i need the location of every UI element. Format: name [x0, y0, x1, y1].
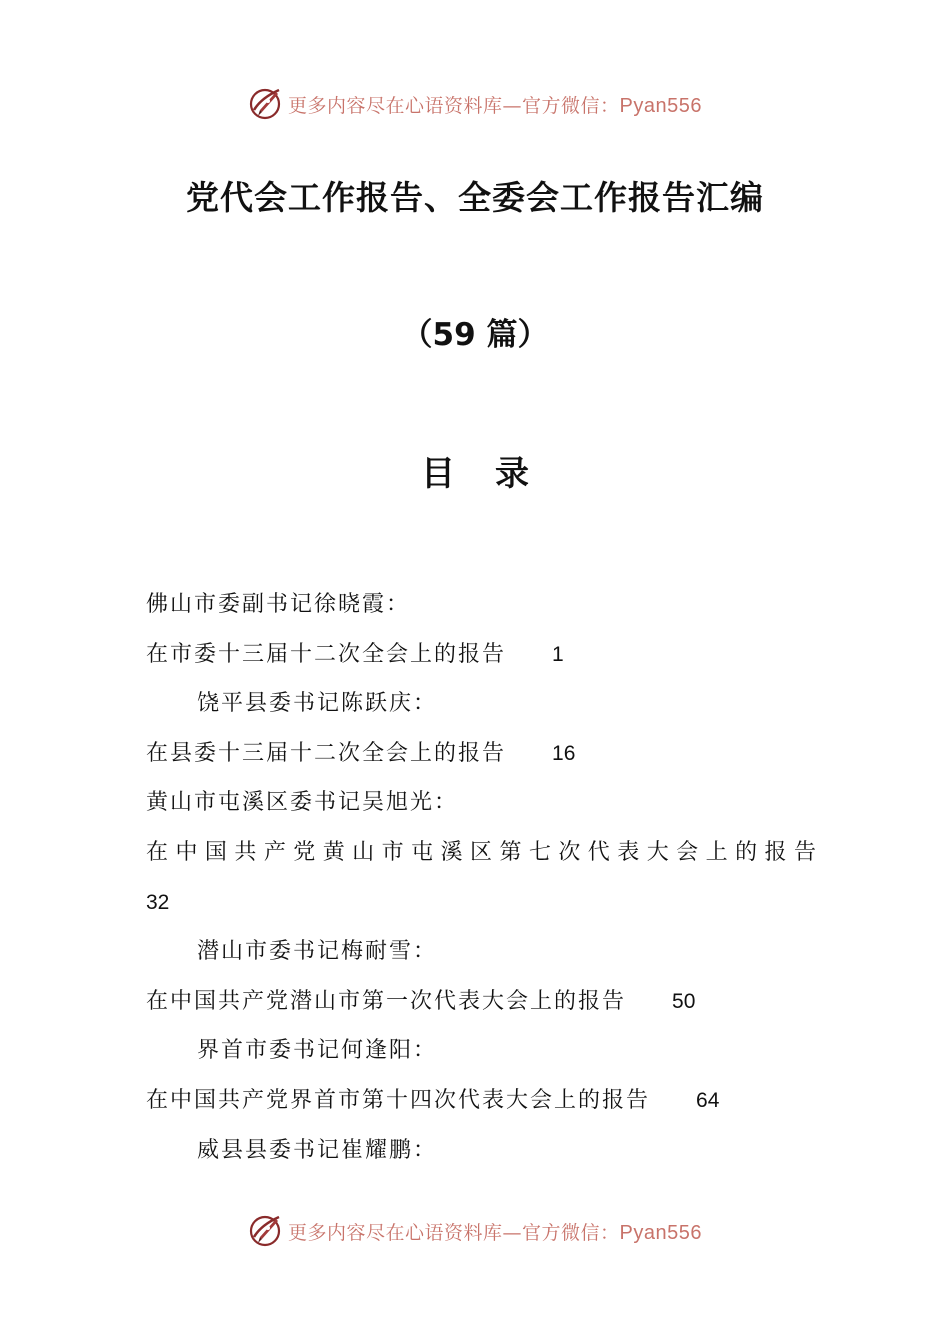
toc-entry-report[interactable]: [146, 729, 816, 779]
toc-report-3-char: 表: [617, 839, 640, 865]
footer-banner: [0, 1209, 950, 1253]
toc-report-3-char: 山: [352, 839, 375, 865]
toc-report-3-char: 屯: [411, 839, 434, 865]
banner-promo-text: 更多内容尽在心语资料库—官方微信：: [288, 94, 620, 117]
toc-report-3-char: 次: [558, 839, 581, 865]
toc-report-3-char: 区: [469, 839, 492, 865]
toc-report-3-char: 党: [293, 839, 316, 865]
toc-heading-left: 目: [421, 454, 455, 494]
toc-entry-page-line: [146, 878, 816, 928]
toc-report-3-char: 市: [381, 839, 404, 865]
toc-author-3: 黄山市屯溪区委书记吴旭光：: [146, 790, 459, 816]
pen-logo-icon: [248, 1213, 284, 1249]
toc-heading: [0, 446, 950, 495]
toc-page-3: 32: [146, 890, 170, 914]
toc-report-3-char: 在: [146, 839, 169, 865]
toc-report-3-char: 黄: [322, 839, 345, 865]
toc-page-4: 50: [672, 989, 696, 1013]
toc-entry-author: [146, 1026, 816, 1076]
toc-report-3-char: 溪: [440, 839, 463, 865]
header-banner: [0, 82, 950, 126]
toc-entry-author: [146, 679, 816, 729]
banner-promo-text: 更多内容尽在心语资料库—官方微信：: [288, 1221, 620, 1244]
toc-report-3-char: 中: [175, 839, 198, 865]
toc-report-3-char: 上: [705, 839, 728, 865]
toc-page-5: 64: [696, 1088, 720, 1112]
toc-entry-author: [146, 927, 816, 977]
table-of-contents: [146, 580, 816, 1175]
toc-author-1: 佛山市委副书记徐晓霞：: [146, 592, 411, 617]
banner-text: [288, 1218, 702, 1245]
toc-heading-right: 录: [495, 454, 529, 494]
toc-report-3-char: 会: [676, 839, 699, 865]
toc-entry-author: [146, 580, 816, 630]
toc-report-2: 在县委十三届十二次全会上的报告: [146, 740, 507, 766]
toc-report-3-char: 共: [234, 839, 257, 865]
toc-page-1: 1: [552, 642, 564, 666]
toc-report-1: 在市委十三届十二次全会上的报告: [146, 641, 507, 667]
toc-author-2: 饶平县委书记陈跃庆：: [197, 691, 438, 717]
toc-report-3-char: 国: [204, 839, 227, 865]
banner-wechat-id: Pyan556: [619, 94, 702, 117]
toc-report-5: 在中国共产党界首市第十四次代表大会上的报告: [146, 1087, 651, 1113]
toc-entry-report[interactable]: [146, 977, 816, 1027]
toc-entry-report[interactable]: [146, 828, 816, 878]
toc-author-6: 威县县委书记崔耀鹏：: [197, 1137, 438, 1163]
toc-author-4: 潜山市委书记梅耐雪：: [197, 939, 438, 965]
banner-wechat-id: Pyan556: [619, 1221, 702, 1244]
toc-report-3-char: 告: [793, 839, 816, 865]
toc-report-3-char: 七: [528, 839, 551, 865]
toc-report-3-char: 代: [587, 839, 610, 865]
toc-report-3-char: 产: [263, 839, 286, 865]
toc-entry-author: [146, 778, 816, 828]
document-subtitle: （59 篇）: [401, 317, 549, 353]
toc-report-3-char: 第: [499, 839, 522, 865]
toc-page-2: 16: [552, 741, 576, 765]
toc-report-3-char: 大: [646, 839, 669, 865]
toc-report-3-char: 的: [735, 839, 758, 865]
toc-entry-report[interactable]: [146, 630, 816, 680]
banner-text: [288, 91, 702, 118]
document-title: 党代会工作报告、全委会工作报告汇编: [186, 178, 764, 217]
toc-author-5: 界首市委书记何逢阳：: [197, 1038, 438, 1064]
toc-report-3-char: 报: [764, 839, 787, 865]
pen-logo-icon: [248, 86, 284, 122]
toc-entry-report[interactable]: [146, 1076, 816, 1126]
toc-entry-author: [146, 1126, 816, 1176]
toc-report-4: 在中国共产党潜山市第一次代表大会上的报告: [146, 988, 627, 1014]
